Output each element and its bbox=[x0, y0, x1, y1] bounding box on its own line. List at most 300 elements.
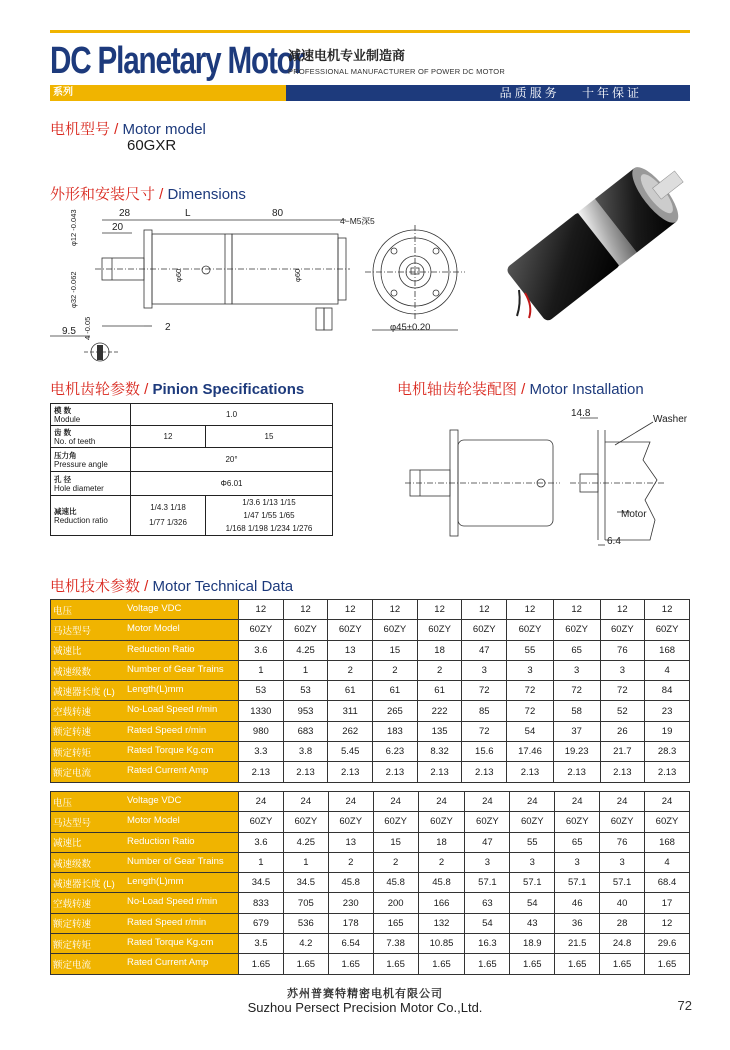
table-cell: 60ZY bbox=[555, 812, 600, 832]
row-header bbox=[51, 660, 239, 680]
table-cell: 76 bbox=[600, 640, 645, 660]
table-cell: 3.6 bbox=[239, 640, 284, 660]
table-cell: 57.1 bbox=[600, 873, 645, 893]
table-cell: 230 bbox=[328, 893, 373, 913]
table-cell: 1.65 bbox=[373, 954, 418, 974]
page-number: 72 bbox=[677, 998, 692, 1013]
table-cell: 2.13 bbox=[645, 762, 690, 782]
pinion-title bbox=[50, 378, 304, 399]
table-cell: 2.13 bbox=[417, 762, 462, 782]
pinion-label: 减速比 Reduction ratio bbox=[51, 496, 131, 536]
pinion-row-module bbox=[51, 404, 333, 426]
table-cell: 45.8 bbox=[373, 873, 418, 893]
row-header-en: No-Load Speed r/min bbox=[127, 896, 218, 908]
footer-company-en: Suzhou Persect Precision Motor Co.,Ltd. bbox=[247, 1000, 483, 1015]
table-cell: 19.23 bbox=[553, 742, 600, 762]
model-title-en: Motor model bbox=[118, 121, 206, 138]
row-header-en: Rated Current Amp bbox=[127, 957, 209, 969]
table-cell: 683 bbox=[283, 721, 328, 741]
row-header-en: Reduction Ratio bbox=[127, 835, 195, 847]
table-cell: 2 bbox=[418, 852, 465, 872]
table-cell: 54 bbox=[507, 721, 554, 741]
row-header bbox=[51, 762, 239, 782]
row-header bbox=[51, 721, 239, 741]
table-cell: 53 bbox=[283, 681, 328, 701]
slogan: 品质服务 十年保证 bbox=[499, 86, 642, 100]
row-header-en: Number of Gear Trains bbox=[127, 855, 224, 867]
table-cell: 12 bbox=[462, 600, 507, 620]
table-cell: 26 bbox=[600, 721, 645, 741]
table-cell: 60ZY bbox=[373, 620, 418, 640]
table-cell: 200 bbox=[373, 893, 418, 913]
table-cell: 76 bbox=[600, 832, 645, 852]
table-cell: 2.13 bbox=[283, 762, 328, 782]
table-cell: 60ZY bbox=[239, 812, 284, 832]
row-header bbox=[51, 893, 239, 913]
tol-32: φ32 -0.062 bbox=[69, 271, 78, 308]
table-cell: 60ZY bbox=[553, 620, 600, 640]
inst-dim-6-4: 6.4 bbox=[607, 536, 621, 547]
table-row bbox=[51, 893, 690, 913]
pinion-row-hole bbox=[51, 472, 333, 496]
table-cell: 4.25 bbox=[283, 640, 328, 660]
table-row bbox=[51, 832, 690, 852]
table-cell: 3.6 bbox=[239, 832, 284, 852]
table-cell: 12 bbox=[239, 600, 284, 620]
table-cell: 953 bbox=[283, 701, 328, 721]
table-cell: 29.6 bbox=[645, 934, 690, 954]
brand-tagline-en: PROFESSIONAL MANUFACTURER OF POWER DC MOTOR bbox=[288, 67, 505, 76]
table-cell: 24 bbox=[418, 792, 465, 812]
model-title bbox=[50, 118, 206, 139]
brand-title: DC Planetary Motor bbox=[50, 40, 304, 82]
table-cell: 15.6 bbox=[462, 742, 507, 762]
row-header-cn: 减速器长度 (L) bbox=[53, 878, 115, 890]
table-cell: 1 bbox=[239, 852, 284, 872]
table-cell: 24.8 bbox=[600, 934, 645, 954]
table-cell: 311 bbox=[328, 701, 373, 721]
table-cell: 13 bbox=[328, 832, 373, 852]
row-header-en: Motor Model bbox=[127, 815, 180, 827]
tech-title-en: Motor Technical Data bbox=[148, 578, 294, 595]
table-cell: 24 bbox=[645, 792, 690, 812]
table-cell: 54 bbox=[510, 893, 555, 913]
table-cell: 1.65 bbox=[555, 954, 600, 974]
row-header-en: Motor Model bbox=[127, 623, 180, 635]
table-cell: 6.23 bbox=[373, 742, 418, 762]
header-band bbox=[50, 85, 690, 101]
row-header-en: Length(L)mm bbox=[127, 684, 184, 696]
row-header-en: No-Load Speed r/min bbox=[127, 704, 218, 716]
row-header-cn: 减速级数 bbox=[53, 666, 92, 678]
tech-table-12v bbox=[50, 599, 690, 783]
installation-title-cn: 电机轴齿轮装配图 / bbox=[397, 381, 526, 398]
row-header-cn: 减速比 bbox=[53, 646, 82, 658]
row-header-en: Rated Current Amp bbox=[127, 765, 209, 777]
row-header-cn: 额定电流 bbox=[53, 768, 92, 780]
table-cell: 18 bbox=[417, 640, 462, 660]
table-cell: 24 bbox=[600, 792, 645, 812]
table-cell: 24 bbox=[373, 792, 418, 812]
dimensions-title-en: Dimensions bbox=[163, 186, 246, 203]
table-cell: 72 bbox=[507, 701, 554, 721]
table-cell: 12 bbox=[645, 600, 690, 620]
table-cell: 47 bbox=[465, 832, 510, 852]
row-header-cn: 空载转速 bbox=[53, 707, 92, 719]
table-row bbox=[51, 721, 690, 741]
table-cell: 57.1 bbox=[555, 873, 600, 893]
row-header bbox=[51, 852, 239, 872]
table-cell: 3.8 bbox=[283, 742, 328, 762]
row-header-cn: 马达型号 bbox=[53, 625, 92, 637]
table-cell: 3.5 bbox=[239, 934, 284, 954]
row-header-en: Rated Speed r/min bbox=[127, 724, 207, 736]
table-cell: 132 bbox=[418, 913, 465, 933]
table-cell: 12 bbox=[417, 600, 462, 620]
table-cell: 60ZY bbox=[600, 620, 645, 640]
table-cell: 18 bbox=[418, 832, 465, 852]
table-cell: 833 bbox=[239, 893, 284, 913]
table-cell: 2 bbox=[373, 852, 418, 872]
table-cell: 61 bbox=[373, 681, 418, 701]
dim-pcd: φ45±0.20 bbox=[390, 322, 431, 333]
table-cell: 1 bbox=[239, 660, 284, 680]
table-cell: 4.25 bbox=[283, 832, 328, 852]
table-cell: 55 bbox=[507, 640, 554, 660]
table-cell: 1330 bbox=[239, 701, 284, 721]
table-cell: 18.9 bbox=[510, 934, 555, 954]
table-cell: 1.65 bbox=[283, 954, 328, 974]
tol-12: φ12 -0.043 bbox=[69, 209, 78, 246]
tech-title bbox=[50, 575, 293, 596]
table-cell: 1.65 bbox=[645, 954, 690, 974]
table-cell: 3 bbox=[600, 852, 645, 872]
dimension-drawing bbox=[40, 200, 480, 370]
row-header bbox=[51, 620, 239, 640]
table-cell: 1.65 bbox=[600, 954, 645, 974]
row-header bbox=[51, 742, 239, 762]
row-header-en: Number of Gear Trains bbox=[127, 663, 224, 675]
table-cell: 165 bbox=[373, 913, 418, 933]
table-cell: 3 bbox=[555, 852, 600, 872]
model-title-cn: 电机型号 / bbox=[50, 121, 119, 138]
pinion-title-en: Pinion Specifications bbox=[148, 381, 305, 398]
row-header-en: Reduction Ratio bbox=[127, 643, 195, 655]
table-cell: 24 bbox=[239, 792, 284, 812]
table-cell: 60ZY bbox=[465, 812, 510, 832]
table-cell: 1.65 bbox=[239, 954, 284, 974]
table-cell: 72 bbox=[553, 681, 600, 701]
table-cell: 28.3 bbox=[645, 742, 690, 762]
row-header-cn: 马达型号 bbox=[53, 817, 92, 829]
row-header-cn: 额定转矩 bbox=[53, 747, 92, 759]
table-cell: 17 bbox=[645, 893, 690, 913]
table-cell: 72 bbox=[507, 681, 554, 701]
table-cell: 12 bbox=[553, 600, 600, 620]
table-cell: 168 bbox=[645, 640, 690, 660]
row-header-cn: 减速比 bbox=[53, 838, 82, 850]
table-cell: 60ZY bbox=[417, 620, 462, 640]
table-cell: 60ZY bbox=[507, 620, 554, 640]
pinion-row-teeth bbox=[51, 426, 333, 448]
dim-20: 20 bbox=[112, 222, 124, 233]
table-cell: 57.1 bbox=[465, 873, 510, 893]
table-cell: 980 bbox=[239, 721, 284, 741]
table-cell: 1.65 bbox=[510, 954, 555, 974]
row-header bbox=[51, 600, 239, 620]
pinion-label: 孔 径 Hole diameter bbox=[51, 472, 131, 496]
table-cell: 1.65 bbox=[418, 954, 465, 974]
dim-phi60-motor: φ60 bbox=[293, 268, 302, 282]
table-cell: 15 bbox=[373, 832, 418, 852]
dim-9-5: 9.5 bbox=[62, 326, 76, 337]
pinion-label: 齿 数 No. of teeth bbox=[51, 426, 131, 448]
dim-phi60-gear: φ60 bbox=[174, 268, 183, 282]
table-cell: 65 bbox=[555, 832, 600, 852]
tech-title-cn: 电机技术参数 / bbox=[50, 578, 149, 595]
row-header-en: Rated Torque Kg.cm bbox=[127, 937, 214, 949]
table-cell: 36 bbox=[555, 913, 600, 933]
table-cell: 61 bbox=[417, 681, 462, 701]
table-cell: 54 bbox=[465, 913, 510, 933]
table-cell: 68.4 bbox=[645, 873, 690, 893]
table-cell: 3 bbox=[465, 852, 510, 872]
table-cell: 45.8 bbox=[418, 873, 465, 893]
table-cell: 3 bbox=[507, 660, 554, 680]
pinion-label: 压力角 Pressure angle bbox=[51, 448, 131, 472]
table-row bbox=[51, 852, 690, 872]
row-header-en: Voltage VDC bbox=[127, 795, 182, 806]
pinion-cell: 20° bbox=[131, 448, 333, 472]
table-cell: 24 bbox=[465, 792, 510, 812]
table-cell: 60ZY bbox=[600, 812, 645, 832]
table-cell: 4.2 bbox=[283, 934, 328, 954]
table-cell: 679 bbox=[239, 913, 284, 933]
table-cell: 2.13 bbox=[600, 762, 645, 782]
table-cell: 1 bbox=[283, 660, 328, 680]
table-cell: 55 bbox=[510, 832, 555, 852]
pinion-table bbox=[50, 403, 333, 536]
table-cell: 3 bbox=[600, 660, 645, 680]
table-row bbox=[51, 660, 690, 680]
table-cell: 12 bbox=[600, 600, 645, 620]
table-cell: 1.65 bbox=[328, 954, 373, 974]
table-cell: 72 bbox=[462, 681, 507, 701]
table-cell: 60ZY bbox=[645, 812, 690, 832]
table-cell: 37 bbox=[553, 721, 600, 741]
table-cell: 2 bbox=[373, 660, 418, 680]
pinion-cell: 15 bbox=[206, 426, 333, 448]
row-header bbox=[51, 934, 239, 954]
row-header-cn: 减速级数 bbox=[53, 858, 92, 870]
installation-title-en: Motor Installation bbox=[525, 381, 644, 398]
table-cell: 6.54 bbox=[328, 934, 373, 954]
table-cell: 23 bbox=[645, 701, 690, 721]
table-cell: 2.13 bbox=[328, 762, 373, 782]
table-cell: 60ZY bbox=[462, 620, 507, 640]
installation-drawing bbox=[395, 400, 695, 555]
row-header-cn: 额定转矩 bbox=[53, 939, 92, 951]
table-row bbox=[51, 681, 690, 701]
brand-tagline bbox=[288, 45, 505, 76]
model-value: 60GXR bbox=[127, 137, 177, 154]
row-header-cn: 额定电流 bbox=[53, 960, 92, 972]
table-cell: 2 bbox=[328, 660, 373, 680]
table-cell: 12 bbox=[507, 600, 554, 620]
table-cell: 52 bbox=[600, 701, 645, 721]
row-header-cn: 电压 bbox=[53, 797, 73, 809]
table-cell: 12 bbox=[645, 913, 690, 933]
dim-L: L bbox=[185, 208, 191, 219]
row-header-en: Rated Speed r/min bbox=[127, 916, 207, 928]
pinion-cell: 1.0 bbox=[131, 404, 333, 426]
inst-motor: Motor bbox=[621, 509, 647, 520]
table-cell: 40 bbox=[600, 893, 645, 913]
table-cell: 19 bbox=[645, 721, 690, 741]
table-cell: 34.5 bbox=[239, 873, 284, 893]
table-cell: 3 bbox=[510, 852, 555, 872]
table-cell: 2 bbox=[417, 660, 462, 680]
table-cell: 8.32 bbox=[417, 742, 462, 762]
table-cell: 60ZY bbox=[373, 812, 418, 832]
brand-tagline-cn: 减速电机专业制造商 bbox=[288, 48, 406, 63]
table-cell: 12 bbox=[373, 600, 418, 620]
row-header bbox=[51, 913, 239, 933]
table-cell: 57.1 bbox=[510, 873, 555, 893]
table-cell: 45.8 bbox=[328, 873, 373, 893]
table-cell: 47 bbox=[462, 640, 507, 660]
table-cell: 265 bbox=[373, 701, 418, 721]
table-cell: 24 bbox=[283, 792, 328, 812]
series-label: 系列 bbox=[50, 85, 286, 101]
table-cell: 12 bbox=[328, 600, 373, 620]
table-row bbox=[51, 792, 690, 812]
table-cell: 7.38 bbox=[373, 934, 418, 954]
row-header-cn: 额定转速 bbox=[53, 919, 92, 931]
table-cell: 2 bbox=[328, 852, 373, 872]
table-cell: 166 bbox=[418, 893, 465, 913]
table-cell: 536 bbox=[283, 913, 328, 933]
tech-table-24v bbox=[50, 791, 690, 975]
table-cell: 178 bbox=[328, 913, 373, 933]
row-header bbox=[51, 640, 239, 660]
dim-80: 80 bbox=[272, 208, 284, 219]
row-header-cn: 额定转速 bbox=[53, 727, 92, 739]
table-cell: 21.5 bbox=[555, 934, 600, 954]
table-row bbox=[51, 873, 690, 893]
table-cell: 3 bbox=[462, 660, 507, 680]
table-cell: 34.5 bbox=[283, 873, 328, 893]
table-row bbox=[51, 620, 690, 640]
table-row bbox=[51, 762, 690, 782]
table-row bbox=[51, 701, 690, 721]
table-cell: 183 bbox=[373, 721, 418, 741]
table-cell: 705 bbox=[283, 893, 328, 913]
table-row bbox=[51, 600, 690, 620]
table-cell: 2.13 bbox=[507, 762, 554, 782]
table-cell: 65 bbox=[553, 640, 600, 660]
table-cell: 21.7 bbox=[600, 742, 645, 762]
table-cell: 72 bbox=[462, 721, 507, 741]
row-header bbox=[51, 792, 239, 812]
table-cell: 60ZY bbox=[510, 812, 555, 832]
inst-dim-14-8: 14.8 bbox=[571, 408, 591, 419]
table-cell: 60ZY bbox=[328, 620, 373, 640]
table-cell: 3.3 bbox=[239, 742, 284, 762]
motor-photo bbox=[505, 128, 690, 338]
table-cell: 17.46 bbox=[507, 742, 554, 762]
row-header bbox=[51, 954, 239, 974]
table-cell: 1.65 bbox=[465, 954, 510, 974]
row-header-en: Length(L)mm bbox=[127, 876, 184, 888]
table-cell: 2.13 bbox=[373, 762, 418, 782]
table-cell: 60ZY bbox=[328, 812, 373, 832]
table-cell: 58 bbox=[553, 701, 600, 721]
top-rule bbox=[50, 30, 690, 33]
table-cell: 5.45 bbox=[328, 742, 373, 762]
table-cell: 84 bbox=[645, 681, 690, 701]
table-cell: 63 bbox=[465, 893, 510, 913]
table-cell: 222 bbox=[417, 701, 462, 721]
table-cell: 24 bbox=[555, 792, 600, 812]
installation-title bbox=[397, 378, 644, 399]
table-row bbox=[51, 812, 690, 832]
row-header-en: Voltage VDC bbox=[127, 603, 182, 614]
table-cell: 61 bbox=[328, 681, 373, 701]
pinion-cell: 1/4.3 1/18 1/77 1/326 bbox=[131, 496, 206, 536]
row-header bbox=[51, 812, 239, 832]
table-cell: 3 bbox=[553, 660, 600, 680]
table-cell: 12 bbox=[283, 600, 328, 620]
table-cell: 24 bbox=[510, 792, 555, 812]
table-cell: 2.13 bbox=[553, 762, 600, 782]
dim-28: 28 bbox=[119, 208, 131, 219]
row-header bbox=[51, 681, 239, 701]
table-row bbox=[51, 742, 690, 762]
table-cell: 10.85 bbox=[418, 934, 465, 954]
tol-4: 4 -0.05 bbox=[83, 316, 92, 340]
dim-2: 2 bbox=[165, 322, 171, 333]
table-row bbox=[51, 640, 690, 660]
row-header-cn: 电压 bbox=[53, 605, 73, 617]
table-cell: 4 bbox=[645, 852, 690, 872]
row-header-en: Rated Torque Kg.cm bbox=[127, 745, 214, 757]
table-cell: 4 bbox=[645, 660, 690, 680]
table-cell: 2.13 bbox=[239, 762, 284, 782]
pinion-row-pressure bbox=[51, 448, 333, 472]
pinion-cell: Φ6.01 bbox=[131, 472, 333, 496]
table-cell: 72 bbox=[600, 681, 645, 701]
table-cell: 24 bbox=[328, 792, 373, 812]
row-header-cn: 减速器长度 (L) bbox=[53, 686, 115, 698]
table-row bbox=[51, 913, 690, 933]
pinion-label: 模 数 Module bbox=[51, 404, 131, 426]
dimensions-title-cn: 外形和安装尺寸 / bbox=[50, 186, 164, 203]
row-header bbox=[51, 832, 239, 852]
table-cell: 262 bbox=[328, 721, 373, 741]
inst-washer: Washer bbox=[653, 414, 688, 425]
table-cell: 135 bbox=[417, 721, 462, 741]
pinion-cell: 1/3.6 1/13 1/15 1/47 1/55 1/65 1/168 1/198 1/234 1/276 bbox=[206, 496, 333, 536]
table-cell: 60ZY bbox=[239, 620, 284, 640]
table-cell: 28 bbox=[600, 913, 645, 933]
table-cell: 2.13 bbox=[462, 762, 507, 782]
table-cell: 60ZY bbox=[645, 620, 690, 640]
table-row bbox=[51, 954, 690, 974]
row-header bbox=[51, 873, 239, 893]
table-cell: 43 bbox=[510, 913, 555, 933]
table-row bbox=[51, 934, 690, 954]
